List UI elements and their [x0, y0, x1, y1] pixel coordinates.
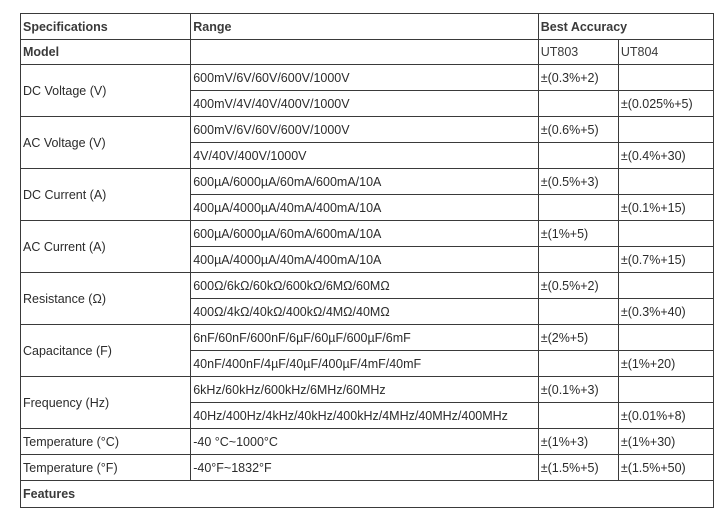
table-row: [21, 455, 714, 481]
ut804-accuracy-cell: ±(1%+20): [618, 351, 713, 377]
range-cell: 40nF/400nF/4µF/40µF/400µF/4mF/40mF: [191, 351, 538, 377]
table-row: [21, 377, 714, 403]
ut803-accuracy-cell: ±(0.6%+5): [538, 117, 618, 143]
range-cell: 600mV/6V/60V/600V/1000V: [191, 65, 538, 91]
ut803-accuracy-cell: ±(2%+5): [538, 325, 618, 351]
ut804-accuracy-cell: [618, 273, 713, 299]
range-cell: 600mV/6V/60V/600V/1000V: [191, 117, 538, 143]
ut804-accuracy-cell: [618, 169, 713, 195]
table-row: [21, 221, 714, 247]
range-cell: 400µA/4000µA/40mA/400mA/10A: [191, 195, 538, 221]
table-row: [21, 65, 714, 91]
model-row: [21, 40, 714, 65]
spec-label: DC Current (A): [21, 169, 191, 221]
range-cell: 400mV/4V/40V/400V/1000V: [191, 91, 538, 117]
spec-label: Temperature (°C): [21, 429, 191, 455]
specifications-table: [20, 13, 714, 508]
ut804-accuracy-cell: ±(0.025%+5): [618, 91, 713, 117]
range-cell: 4V/40V/400V/1000V: [191, 143, 538, 169]
ut803-accuracy-cell: ±(0.5%+2): [538, 273, 618, 299]
range-cell: 6nF/60nF/600nF/6µF/60µF/600µF/6mF: [191, 325, 538, 351]
ut804-accuracy-cell: ±(0.3%+40): [618, 299, 713, 325]
range-cell: -40 °C~1000°C: [191, 429, 538, 455]
ut804-accuracy-cell: ±(0.7%+15): [618, 247, 713, 273]
ut804-accuracy-cell: ±(0.01%+8): [618, 403, 713, 429]
ut803-accuracy-cell: [538, 195, 618, 221]
features-label: Features: [21, 481, 714, 508]
model-range-empty: [191, 40, 538, 65]
ut803-accuracy-cell: ±(0.5%+3): [538, 169, 618, 195]
ut804-accuracy-cell: [618, 325, 713, 351]
spec-label: AC Current (A): [21, 221, 191, 273]
header-range: Range: [191, 14, 538, 40]
table-row: [21, 429, 714, 455]
ut803-accuracy-cell: [538, 143, 618, 169]
range-cell: 600µA/6000µA/60mA/600mA/10A: [191, 221, 538, 247]
model-ut804: UT804: [618, 40, 713, 65]
range-cell: 40Hz/400Hz/4kHz/40kHz/400kHz/4MHz/40MHz/400MHz: [191, 403, 538, 429]
table-row: [21, 169, 714, 195]
ut803-accuracy-cell: ±(0.3%+2): [538, 65, 618, 91]
ut804-accuracy-cell: [618, 117, 713, 143]
range-cell: 600Ω/6kΩ/60kΩ/600kΩ/6MΩ/60MΩ: [191, 273, 538, 299]
ut803-accuracy-cell: [538, 91, 618, 117]
ut804-accuracy-cell: [618, 221, 713, 247]
model-label: Model: [21, 40, 191, 65]
header-best-accuracy: Best Accuracy: [538, 14, 713, 40]
range-cell: -40°F~1832°F: [191, 455, 538, 481]
ut804-accuracy-cell: ±(1.5%+50): [618, 455, 713, 481]
header-specifications: Specifications: [21, 14, 191, 40]
ut803-accuracy-cell: ±(0.1%+3): [538, 377, 618, 403]
spec-label: AC Voltage (V): [21, 117, 191, 169]
ut803-accuracy-cell: ±(1%+3): [538, 429, 618, 455]
ut803-accuracy-cell: [538, 351, 618, 377]
ut804-accuracy-cell: ±(0.4%+30): [618, 143, 713, 169]
range-cell: 6kHz/60kHz/600kHz/6MHz/60MHz: [191, 377, 538, 403]
ut804-accuracy-cell: [618, 377, 713, 403]
spec-label: Frequency (Hz): [21, 377, 191, 429]
features-row: [21, 481, 714, 508]
ut803-accuracy-cell: ±(1%+5): [538, 221, 618, 247]
spec-label: Capacitance (F): [21, 325, 191, 377]
header-row: [21, 14, 714, 40]
ut804-accuracy-cell: ±(0.1%+15): [618, 195, 713, 221]
ut803-accuracy-cell: [538, 247, 618, 273]
ut803-accuracy-cell: [538, 299, 618, 325]
spec-label: Temperature (°F): [21, 455, 191, 481]
table-row: [21, 273, 714, 299]
spec-label: DC Voltage (V): [21, 65, 191, 117]
ut804-accuracy-cell: ±(1%+30): [618, 429, 713, 455]
table-row: [21, 325, 714, 351]
range-cell: 400µA/4000µA/40mA/400mA/10A: [191, 247, 538, 273]
ut803-accuracy-cell: [538, 403, 618, 429]
ut804-accuracy-cell: [618, 65, 713, 91]
model-ut803: UT803: [538, 40, 618, 65]
ut803-accuracy-cell: ±(1.5%+5): [538, 455, 618, 481]
range-cell: 600µA/6000µA/60mA/600mA/10A: [191, 169, 538, 195]
table-row: [21, 117, 714, 143]
spec-label: Resistance (Ω): [21, 273, 191, 325]
range-cell: 400Ω/4kΩ/40kΩ/400kΩ/4MΩ/40MΩ: [191, 299, 538, 325]
